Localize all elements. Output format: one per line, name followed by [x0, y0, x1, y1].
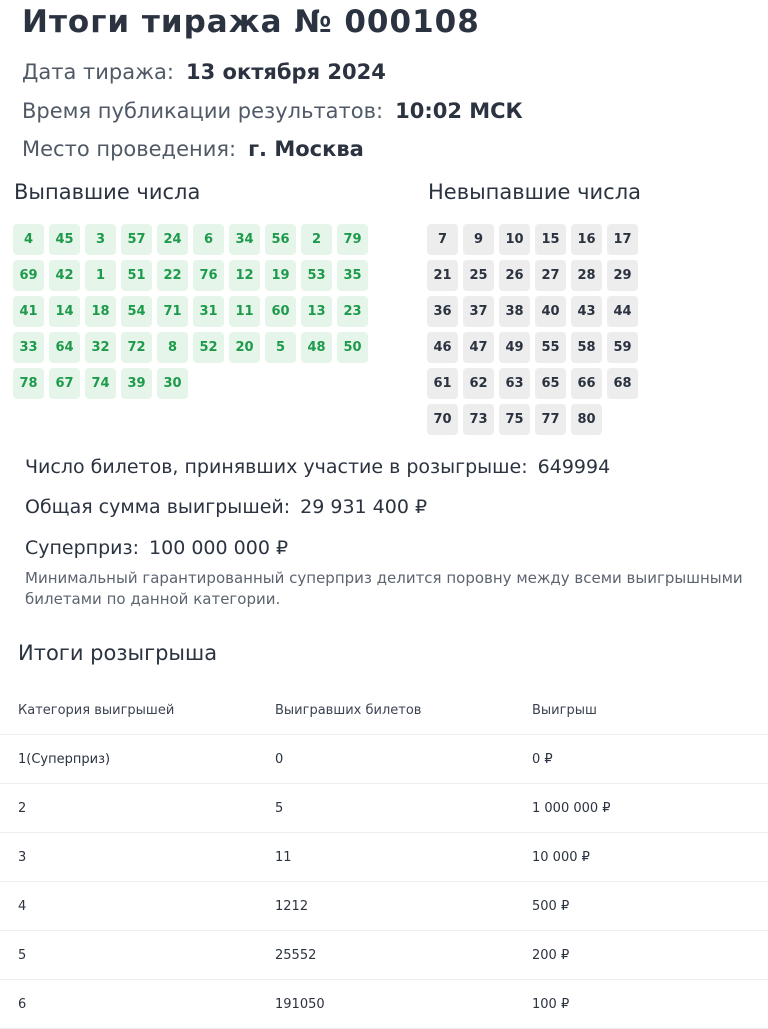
category-cell: 4 [0, 882, 275, 931]
drawn-number-ball: 41 [13, 296, 44, 327]
not-drawn-number-ball: 55 [535, 332, 566, 363]
table-row [0, 980, 768, 1029]
drawn-number-ball: 22 [157, 260, 188, 291]
drawn-number-ball: 34 [229, 224, 260, 255]
not-drawn-number-ball: 38 [499, 296, 530, 327]
col-category-header: Категория выигрышей [0, 686, 275, 735]
drawn-number-ball: 23 [337, 296, 368, 327]
not-drawn-number-ball: 21 [427, 260, 458, 291]
not-drawn-number-ball: 15 [535, 224, 566, 255]
drawn-number-ball: 69 [13, 260, 44, 291]
table-row [0, 931, 768, 980]
prize-cell: 0 ₽ [532, 735, 768, 784]
not-drawn-number-ball: 58 [571, 332, 602, 363]
tickets-label: Число билетов, принявших участие в розыгрыше: [25, 456, 528, 478]
winners-cell: 5 [275, 784, 532, 833]
prize-cell: 100 ₽ [532, 980, 768, 1029]
winners-cell: 1212 [275, 882, 532, 931]
total-row [25, 496, 427, 518]
not-drawn-number-ball: 28 [571, 260, 602, 291]
not-drawn-number-ball: 16 [571, 224, 602, 255]
drawn-number-ball: 24 [157, 224, 188, 255]
not-drawn-number-ball: 36 [427, 296, 458, 327]
results-table [0, 686, 768, 1029]
drawn-number-ball: 19 [265, 260, 296, 291]
superprize-note: Минимальный гарантированный суперприз делится поровну между всеми выигрышными билетами по данной категории. [25, 569, 743, 608]
location-row [22, 137, 364, 161]
tickets-row [25, 456, 610, 478]
not-drawn-number-ball: 47 [463, 332, 494, 363]
total-value: 29 931 400 ₽ [300, 496, 428, 518]
drawn-number-ball: 32 [85, 332, 116, 363]
winners-cell: 0 [275, 735, 532, 784]
table-row [0, 833, 768, 882]
not-drawn-number-ball: 77 [535, 404, 566, 435]
draw-date-label: Дата тиража: [22, 60, 174, 84]
drawn-number-ball: 18 [85, 296, 116, 327]
drawn-number-ball: 30 [157, 368, 188, 399]
drawn-number-ball: 2 [301, 224, 332, 255]
not-drawn-number-ball: 26 [499, 260, 530, 291]
drawn-number-ball: 1 [85, 260, 116, 291]
winners-cell: 191050 [275, 980, 532, 1029]
drawn-number-ball: 56 [265, 224, 296, 255]
col-prize-header: Выигрыш [532, 686, 768, 735]
winners-cell: 25552 [275, 931, 532, 980]
location-value: г. Москва [248, 137, 364, 161]
draw-date-value: 13 октября 2024 [186, 60, 386, 84]
category-cell: 6 [0, 980, 275, 1029]
winners-cell: 11 [275, 833, 532, 882]
table-header-row [0, 686, 768, 735]
drawn-numbers-grid [13, 224, 368, 399]
not-drawn-number-ball: 27 [535, 260, 566, 291]
prize-cell: 500 ₽ [532, 882, 768, 931]
col-winners-header: Выигравших билетов [275, 686, 532, 735]
not-drawn-number-ball: 17 [607, 224, 638, 255]
drawn-number-ball: 12 [229, 260, 260, 291]
prize-cell: 200 ₽ [532, 931, 768, 980]
drawn-number-ball: 71 [157, 296, 188, 327]
category-cell: 2 [0, 784, 275, 833]
drawn-number-ball: 13 [301, 296, 332, 327]
drawn-number-ball: 57 [121, 224, 152, 255]
not-drawn-number-ball: 61 [427, 368, 458, 399]
prize-cell: 1 000 000 ₽ [532, 784, 768, 833]
table-row [0, 882, 768, 931]
drawn-number-ball: 5 [265, 332, 296, 363]
page-title: Итоги тиража № 000108 [22, 4, 480, 40]
publish-time-value: 10:02 МСК [395, 99, 523, 123]
not-drawn-number-ball: 68 [607, 368, 638, 399]
drawn-number-ball: 78 [13, 368, 44, 399]
category-cell: 1(Суперприз) [0, 735, 275, 784]
total-label: Общая сумма выигрышей: [25, 496, 291, 518]
drawn-number-ball: 79 [337, 224, 368, 255]
not-drawn-number-ball: 70 [427, 404, 458, 435]
drawn-number-ball: 64 [49, 332, 80, 363]
not-drawn-number-ball: 80 [571, 404, 602, 435]
not-drawn-number-ball: 73 [463, 404, 494, 435]
drawn-number-ball: 48 [301, 332, 332, 363]
drawn-number-ball: 67 [49, 368, 80, 399]
drawn-numbers-title: Выпавшие числа [14, 180, 201, 204]
not-drawn-number-ball: 62 [463, 368, 494, 399]
drawn-number-ball: 8 [157, 332, 188, 363]
not-drawn-number-ball: 46 [427, 332, 458, 363]
drawn-number-ball: 52 [193, 332, 224, 363]
publish-time-row [22, 99, 523, 123]
drawn-number-ball: 6 [193, 224, 224, 255]
not-drawn-number-ball: 37 [463, 296, 494, 327]
publish-time-label: Время публикации результатов: [22, 99, 384, 123]
drawn-number-ball: 76 [193, 260, 224, 291]
drawn-number-ball: 35 [337, 260, 368, 291]
superprize-label: Суперприз: [25, 537, 140, 559]
location-label: Место проведения: [22, 137, 237, 161]
not-drawn-number-ball: 40 [535, 296, 566, 327]
table-row [0, 784, 768, 833]
not-drawn-number-ball: 66 [571, 368, 602, 399]
drawn-number-ball: 60 [265, 296, 296, 327]
not-drawn-number-ball: 29 [607, 260, 638, 291]
not-drawn-numbers-grid [427, 224, 638, 435]
drawn-number-ball: 42 [49, 260, 80, 291]
drawn-number-ball: 50 [337, 332, 368, 363]
results-title: Итоги розыгрыша [18, 641, 218, 665]
category-cell: 5 [0, 931, 275, 980]
not-drawn-number-ball: 9 [463, 224, 494, 255]
superprize-row [25, 537, 288, 559]
drawn-number-ball: 11 [229, 296, 260, 327]
drawn-number-ball: 4 [13, 224, 44, 255]
table-row [0, 735, 768, 784]
tickets-value: 649994 [537, 456, 611, 478]
not-drawn-number-ball: 44 [607, 296, 638, 327]
not-drawn-numbers-title: Невыпавшие числа [428, 180, 641, 204]
category-cell: 3 [0, 833, 275, 882]
not-drawn-number-ball: 75 [499, 404, 530, 435]
drawn-number-ball: 31 [193, 296, 224, 327]
not-drawn-number-ball: 43 [571, 296, 602, 327]
drawn-number-ball: 14 [49, 296, 80, 327]
not-drawn-number-ball: 7 [427, 224, 458, 255]
drawn-number-ball: 45 [49, 224, 80, 255]
drawn-number-ball: 72 [121, 332, 152, 363]
drawn-number-ball: 33 [13, 332, 44, 363]
not-drawn-number-ball: 63 [499, 368, 530, 399]
not-drawn-number-ball: 49 [499, 332, 530, 363]
not-drawn-number-ball: 10 [499, 224, 530, 255]
drawn-number-ball: 74 [85, 368, 116, 399]
draw-date-row [22, 60, 386, 84]
drawn-number-ball: 20 [229, 332, 260, 363]
drawn-number-ball: 3 [85, 224, 116, 255]
drawn-number-ball: 39 [121, 368, 152, 399]
prize-cell: 10 000 ₽ [532, 833, 768, 882]
not-drawn-number-ball: 25 [463, 260, 494, 291]
not-drawn-number-ball: 65 [535, 368, 566, 399]
drawn-number-ball: 51 [121, 260, 152, 291]
not-drawn-number-ball: 59 [607, 332, 638, 363]
superprize-value: 100 000 000 ₽ [149, 537, 289, 559]
drawn-number-ball: 54 [121, 296, 152, 327]
drawn-number-ball: 53 [301, 260, 332, 291]
